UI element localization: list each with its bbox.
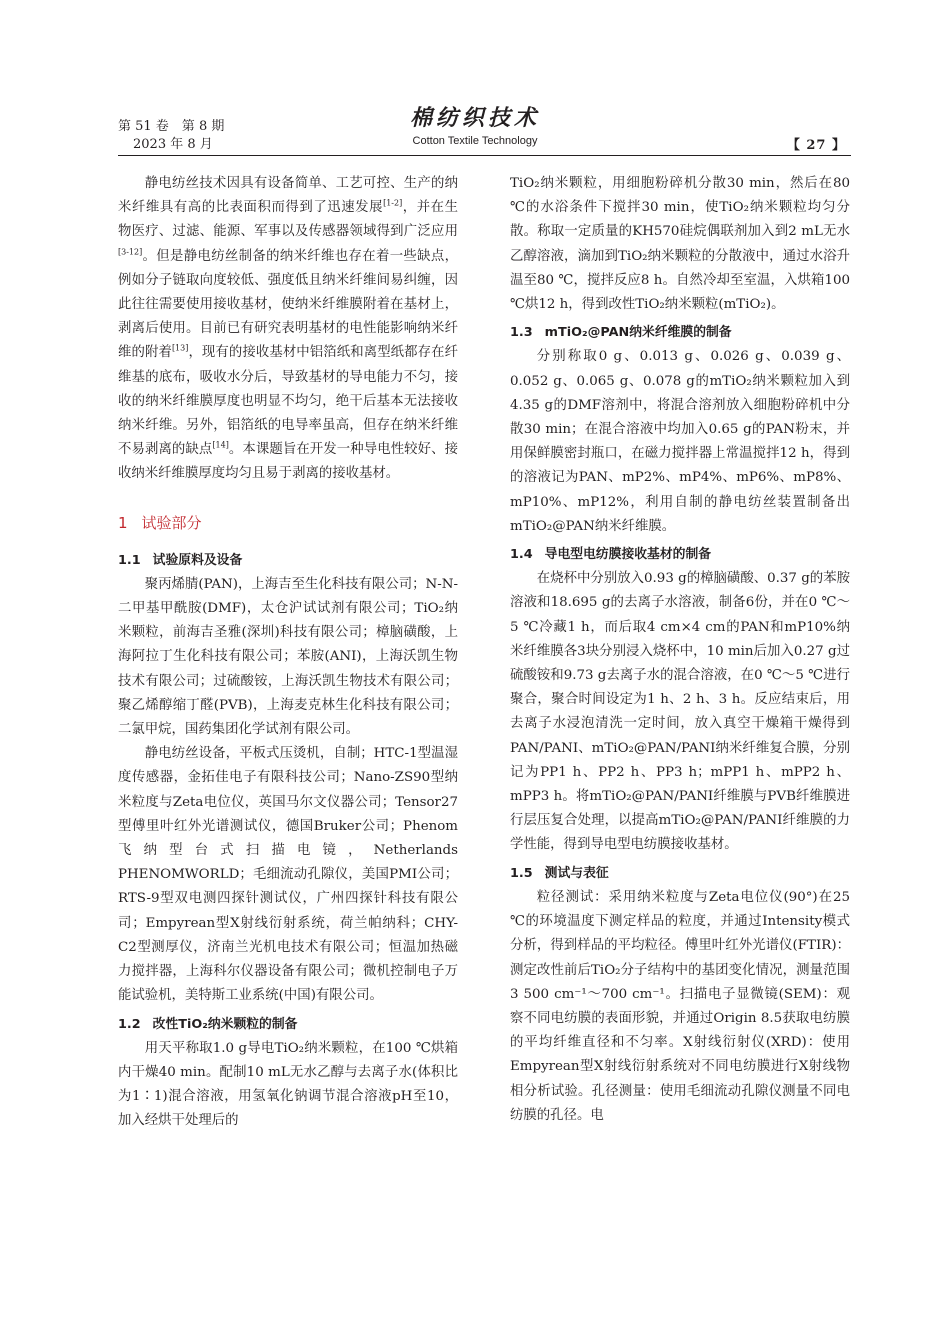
page-header xyxy=(0,0,950,160)
citation: [1-2] xyxy=(383,198,403,208)
section-heading: 1 试验部分 xyxy=(118,513,202,532)
citation: [14] xyxy=(212,440,229,450)
materials-paragraph: 聚丙烯腈(PAN)，上海吉至生化科技有限公司；N-N-二甲基甲酰胺(DMF)，太仓沪试试剂有限公司；TiO₂纳米颗粒，前海吉圣雅(深圳)科技有限公司；樟脑磺酸，上海阿拉丁生化科技有限公司；苯胺(ANI)，上海沃凯生物技术有限公司；过硫酸铵，上海沃凯生物技术有限公司；聚乙烯醇缩丁醛(PVB)，上海麦克林生化科技有限公司；二氯甲烷，国药集团化学试剂有限公司。 xyxy=(118,576,458,738)
journal-title-cn: 棉纺织技术 xyxy=(409,105,540,131)
subsection-heading: 1.2 改性TiO₂纳米颗粒的制备 xyxy=(118,1016,298,1032)
body-paragraph: 用天平称取1.0 g导电TiO₂纳米颗粒，在100 ℃烘箱内干燥40 min。配制10 mL无水乙醇与去离子水(体积比为1∶1)混合溶液，用氢氧化钠调节混合溶液pH至10，加入经烘干处理后的 xyxy=(118,1040,458,1129)
body-paragraph: 分别称取0 g、0.013 g、0.026 g、0.039 g、0.052 g、0.065 g、0.078 g的mTiO₂纳米颗粒加入到4.35 g的DMF溶剂中，将混合溶剂放入细胞粉碎机中分散30 min；在混合溶液中均加入0.65 g的PAN粉末，并用保鲜膜密封瓶口，在磁力搅拌器上常温搅拌12 h，得到的溶液记为PAN、mP2%、mP4%、mP6%、mP8%、mP10%、mP12%，利用自制的静电纺丝装置制备出mTiO₂@PAN纳米纤维膜。 xyxy=(510,349,850,534)
intro-paragraph: 静电纺丝技术因具有设备简单、工艺可控、生产的纳米纤维具有高的比表面积而得到了迅速发展[1-2]，并在生物医疗、过滤、能源、军事以及传感器领域得到广泛应用[3-12]。但是静电纺丝制备的纳米纤维也存在着一些缺点，例如分子链取向度较低、强度低且纳米纤维间易纠缠，因此往往需要使用接收基材，使纳米纤维膜附着在基材上，剥离后使用。目前已有研究表明基材的电性能影响纳米纤维的附着[13]，现有的接收基材中铝箔纸和离型纸都存在纤维基的底布，吸收水分后，导致基材的导电能力不匀，接收的纳米纤维膜厚度也明显不均匀，绝干后基本无法接收纳米纤维。另外，铝箔纸的电导率虽高，但存在纳米纤维不易剥离的缺点[14]。本课题旨在开发一种导电性较好、接收纳米纤维膜厚度均匀且易于剥离的接收基材。 xyxy=(118,176,459,482)
header-rule xyxy=(118,155,851,156)
right-column xyxy=(510,172,850,1128)
citation: [3-12] xyxy=(118,247,143,257)
subsection-heading: 1.5 测试与表征 xyxy=(510,865,609,881)
body-paragraph: 在烧杯中分别放入0.93 g的樟脑磺酸、0.37 g的苯胺溶液和18.695 g的去离子水溶液，制备6份，并在0 ℃～5 ℃冷藏1 h，而后取4 cm×4 cm的PAN和mP10%纳米纤维膜各3块分别浸入烧杯中，10 min后加入0.27 g过硫酸铵和9.73 g去离子水的混合溶液，在0 ℃～5 ℃进行聚合，聚合时间设定为1 h、2 h、3 h。反应结束后，用去离子水浸泡清洗一定时间，放入真空干燥箱干燥得到PAN/PANI、mTiO₂@PAN/PANI纳米纤维复合膜，分别记为PP1 h、PP2 h、PP3 h；mPP1 h、mPP2 h、mPP3 h。将mTiO₂@PAN/PANI纤维膜与PVB纤维膜进行层压复合处理，以提高mTiO₂@PAN/PANI纤维膜的力学性能，得到导电型电纺膜接收基材。 xyxy=(510,571,850,853)
body-paragraph: TiO₂纳米颗粒，用细胞粉碎机分散30 min，然后在80 ℃的水浴条件下搅拌30 min，使TiO₂纳米颗粒均匀分散。称取一定质量的KH570硅烷偶联剂加入到2 mL无水乙醇溶液，滴加到TiO₂纳米颗粒的分散液中，通过水浴升温至80 ℃，搅拌反应8 h。自然冷却至室温，入烘箱100 ℃烘12 h，得到改性TiO₂纳米颗粒(mTiO₂)。 xyxy=(510,176,850,313)
journal-title-en: Cotton Textile Technology xyxy=(412,135,538,147)
equipment-paragraph: 静电纺丝设备，平板式压烫机，自制；HTC-1型温湿度传感器，金拓佳电子有限科技公司；Nano-ZS90型纳米粒度与Zeta电位仪，英国马尔文仪器公司；Tensor27型傅里叶红外光谱测试仪，德国Bruker公司；Phenom飞纳型台式扫描电镜，Netherlands PHENOMWORLD；毛细流动孔隙仪，美国PMI公司；RTS-9型双电测四探针测试仪，广州四探针科技有限公司；Empyrean型X射线衍射系统，荷兰帕纳科；CHY-C2型测厚仪，济南兰光机电技术有限公司；恒温加热磁力搅拌器，上海科尔仪器设备有限公司；微机控制电子万能试验机，美特斯工业系统(中国)有限公司。 xyxy=(118,746,458,1004)
subsection-heading: 1.3 mTiO₂@PAN纳米纤维膜的制备 xyxy=(510,325,732,341)
body-paragraph: 粒径测试：采用纳米粒度与Zeta电位仪(90°)在25 ℃的环境温度下测定样品的粒度，并通过Intensity模式分析，得到样品的平均粒径。傅里叶红外光谱仪(FTIR)：测定改性前后TiO₂分子结构中的基团变化情况，测量范围3 500 cm⁻¹～700 cm⁻¹。扫描电子显微镜(SEM)：观察不同电纺膜的表面形貌，并通过Origin 8.5获取电纺膜的平均纤维直径和不匀率。X射线衍射仪(XRD)：使用Empyrean型X射线衍射系统对不同电纺膜进行X射线物相分析试验。孔径测量：使用毛细流动孔隙仪测量不同电纺膜的孔径。电 xyxy=(510,889,850,1123)
citation: [13] xyxy=(171,343,189,353)
left-column xyxy=(118,172,458,1134)
issue-date: 2023 年 8 月 xyxy=(133,137,213,152)
journal-masthead xyxy=(400,104,550,148)
subsection-heading: 1.1 试验原料及设备 xyxy=(118,552,243,568)
volume-issue: 第 51 卷 第 8 期 xyxy=(118,119,225,134)
page-number: 【 27 】 xyxy=(786,138,846,153)
subsection-heading: 1.4 导电型电纺膜接收基材的制备 xyxy=(510,547,712,563)
